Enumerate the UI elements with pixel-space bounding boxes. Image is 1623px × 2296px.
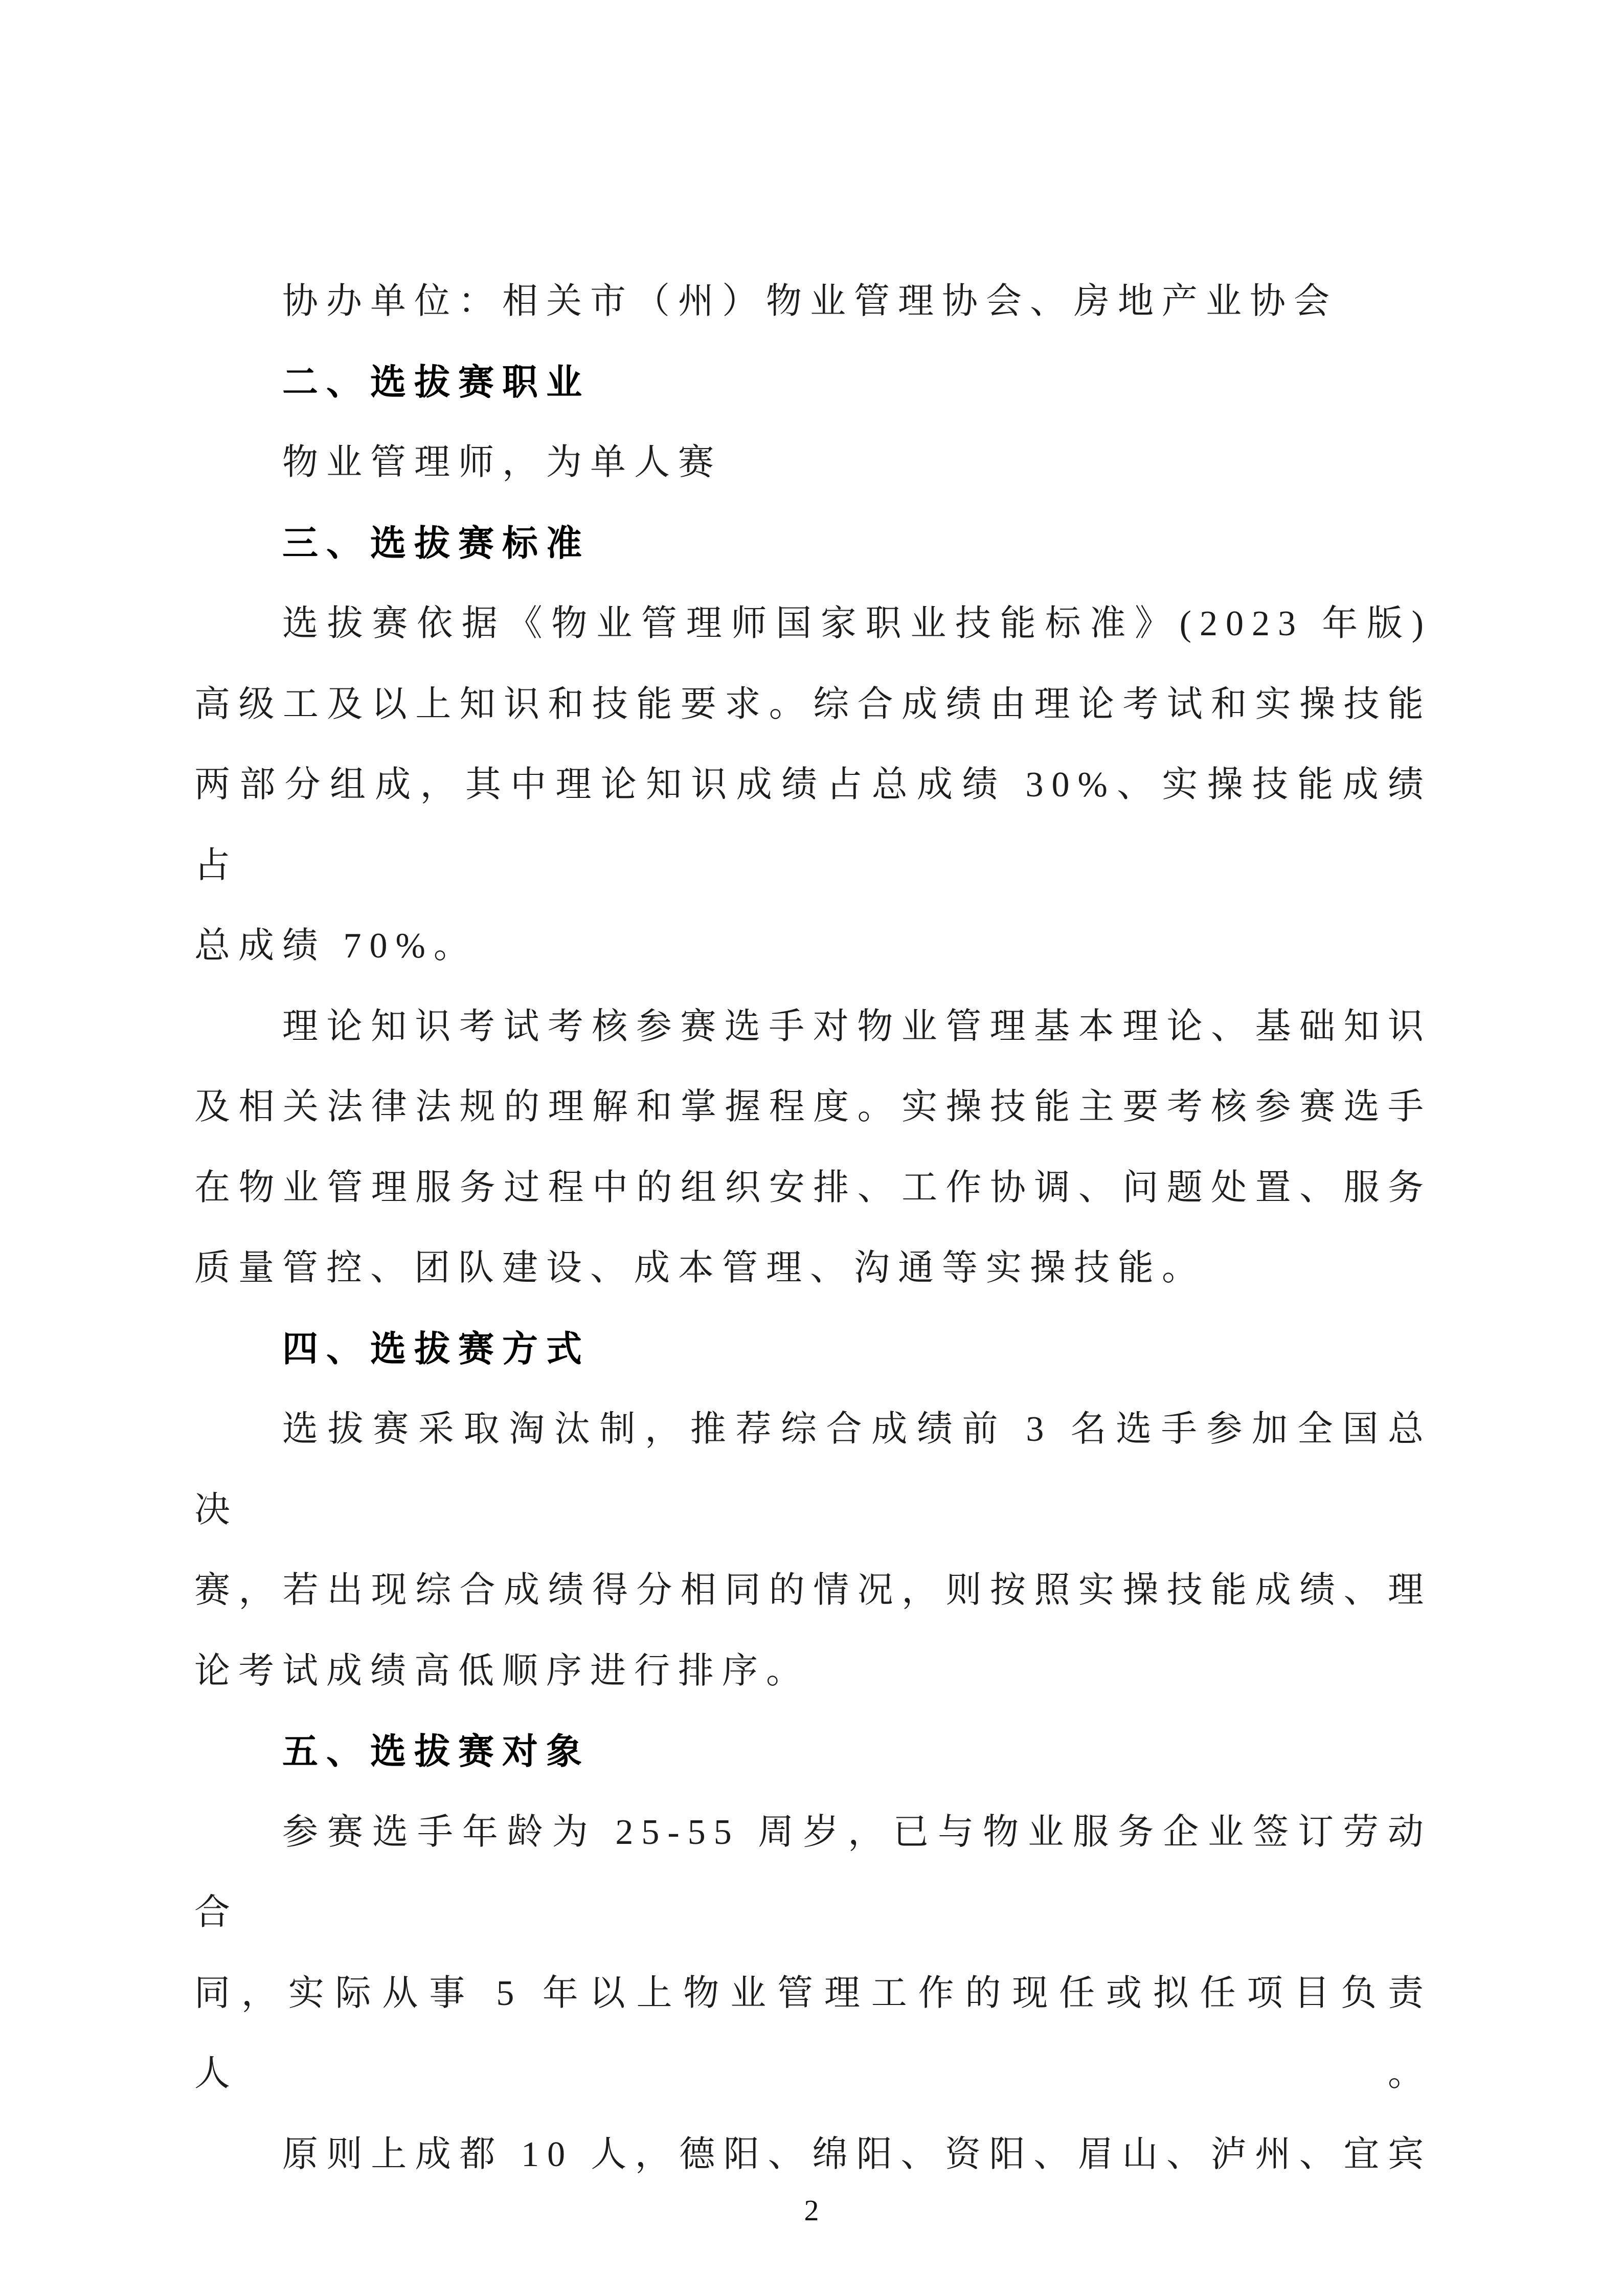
text-line: 参赛选手年龄为 25-55 周岁，已与物业服务企业签订劳动合 (194, 1812, 1432, 1932)
text-line: 质量管控、团队建设、成本管理、沟通等实操技能。 (194, 1249, 1206, 1288)
text-line: 论考试成绩高低顺序进行排序。 (194, 1651, 810, 1691)
text-line: 五、选拔赛对象 (282, 1731, 590, 1771)
text-line: 四、选拔赛方式 (282, 1328, 590, 1369)
text-line: 同，实际从事 5 年以上物业管理工作的现任或拟任项目负责人。 (194, 1973, 1432, 2093)
text-line: 物业管理师，为单人赛 (282, 443, 722, 482)
text-line: 协办单位：相关市（州）物业管理协会、房地产业协会 (282, 282, 1338, 321)
text-line: 选拔赛依据《物业管理师国家职业技能标准》(2023 年版) (282, 604, 1432, 643)
text-line: 三、选拔赛标准 (282, 523, 590, 563)
text-line: 在物业管理服务过程中的组织安排、工作协调、问题处置、服务 (194, 1168, 1432, 1208)
text-line: 两部分组成，其中理论知识成绩占总成绩 30%、实操技能成绩占 (194, 765, 1432, 885)
text-line: 赛，若出现综合成绩得分相同的情况，则按照实操技能成绩、理 (194, 1571, 1432, 1610)
text-line: 及相关法律法规的理解和掌握程度。实操技能主要考核参赛选手 (194, 1087, 1432, 1127)
text-line: 高级工及以上知识和技能要求。综合成绩由理论考试和实操技能 (194, 684, 1432, 724)
text-line: 二、选拔赛职业 (282, 362, 590, 402)
text-line: 总成绩 70%。 (194, 926, 478, 966)
text-line: 选拔赛采取淘汰制，推荐综合成绩前 3 名选手参加全国总决 (194, 1410, 1432, 1530)
text-line: 理论知识考试考核参赛选手对物业管理基本理论、基础知识 (282, 1007, 1432, 1046)
page-number: 2 (804, 2194, 819, 2227)
document-body (194, 261, 1432, 2195)
text-line: 原则上成都 10 人，德阳、绵阳、资阳、眉山、泸州、宜宾 (282, 2134, 1432, 2174)
